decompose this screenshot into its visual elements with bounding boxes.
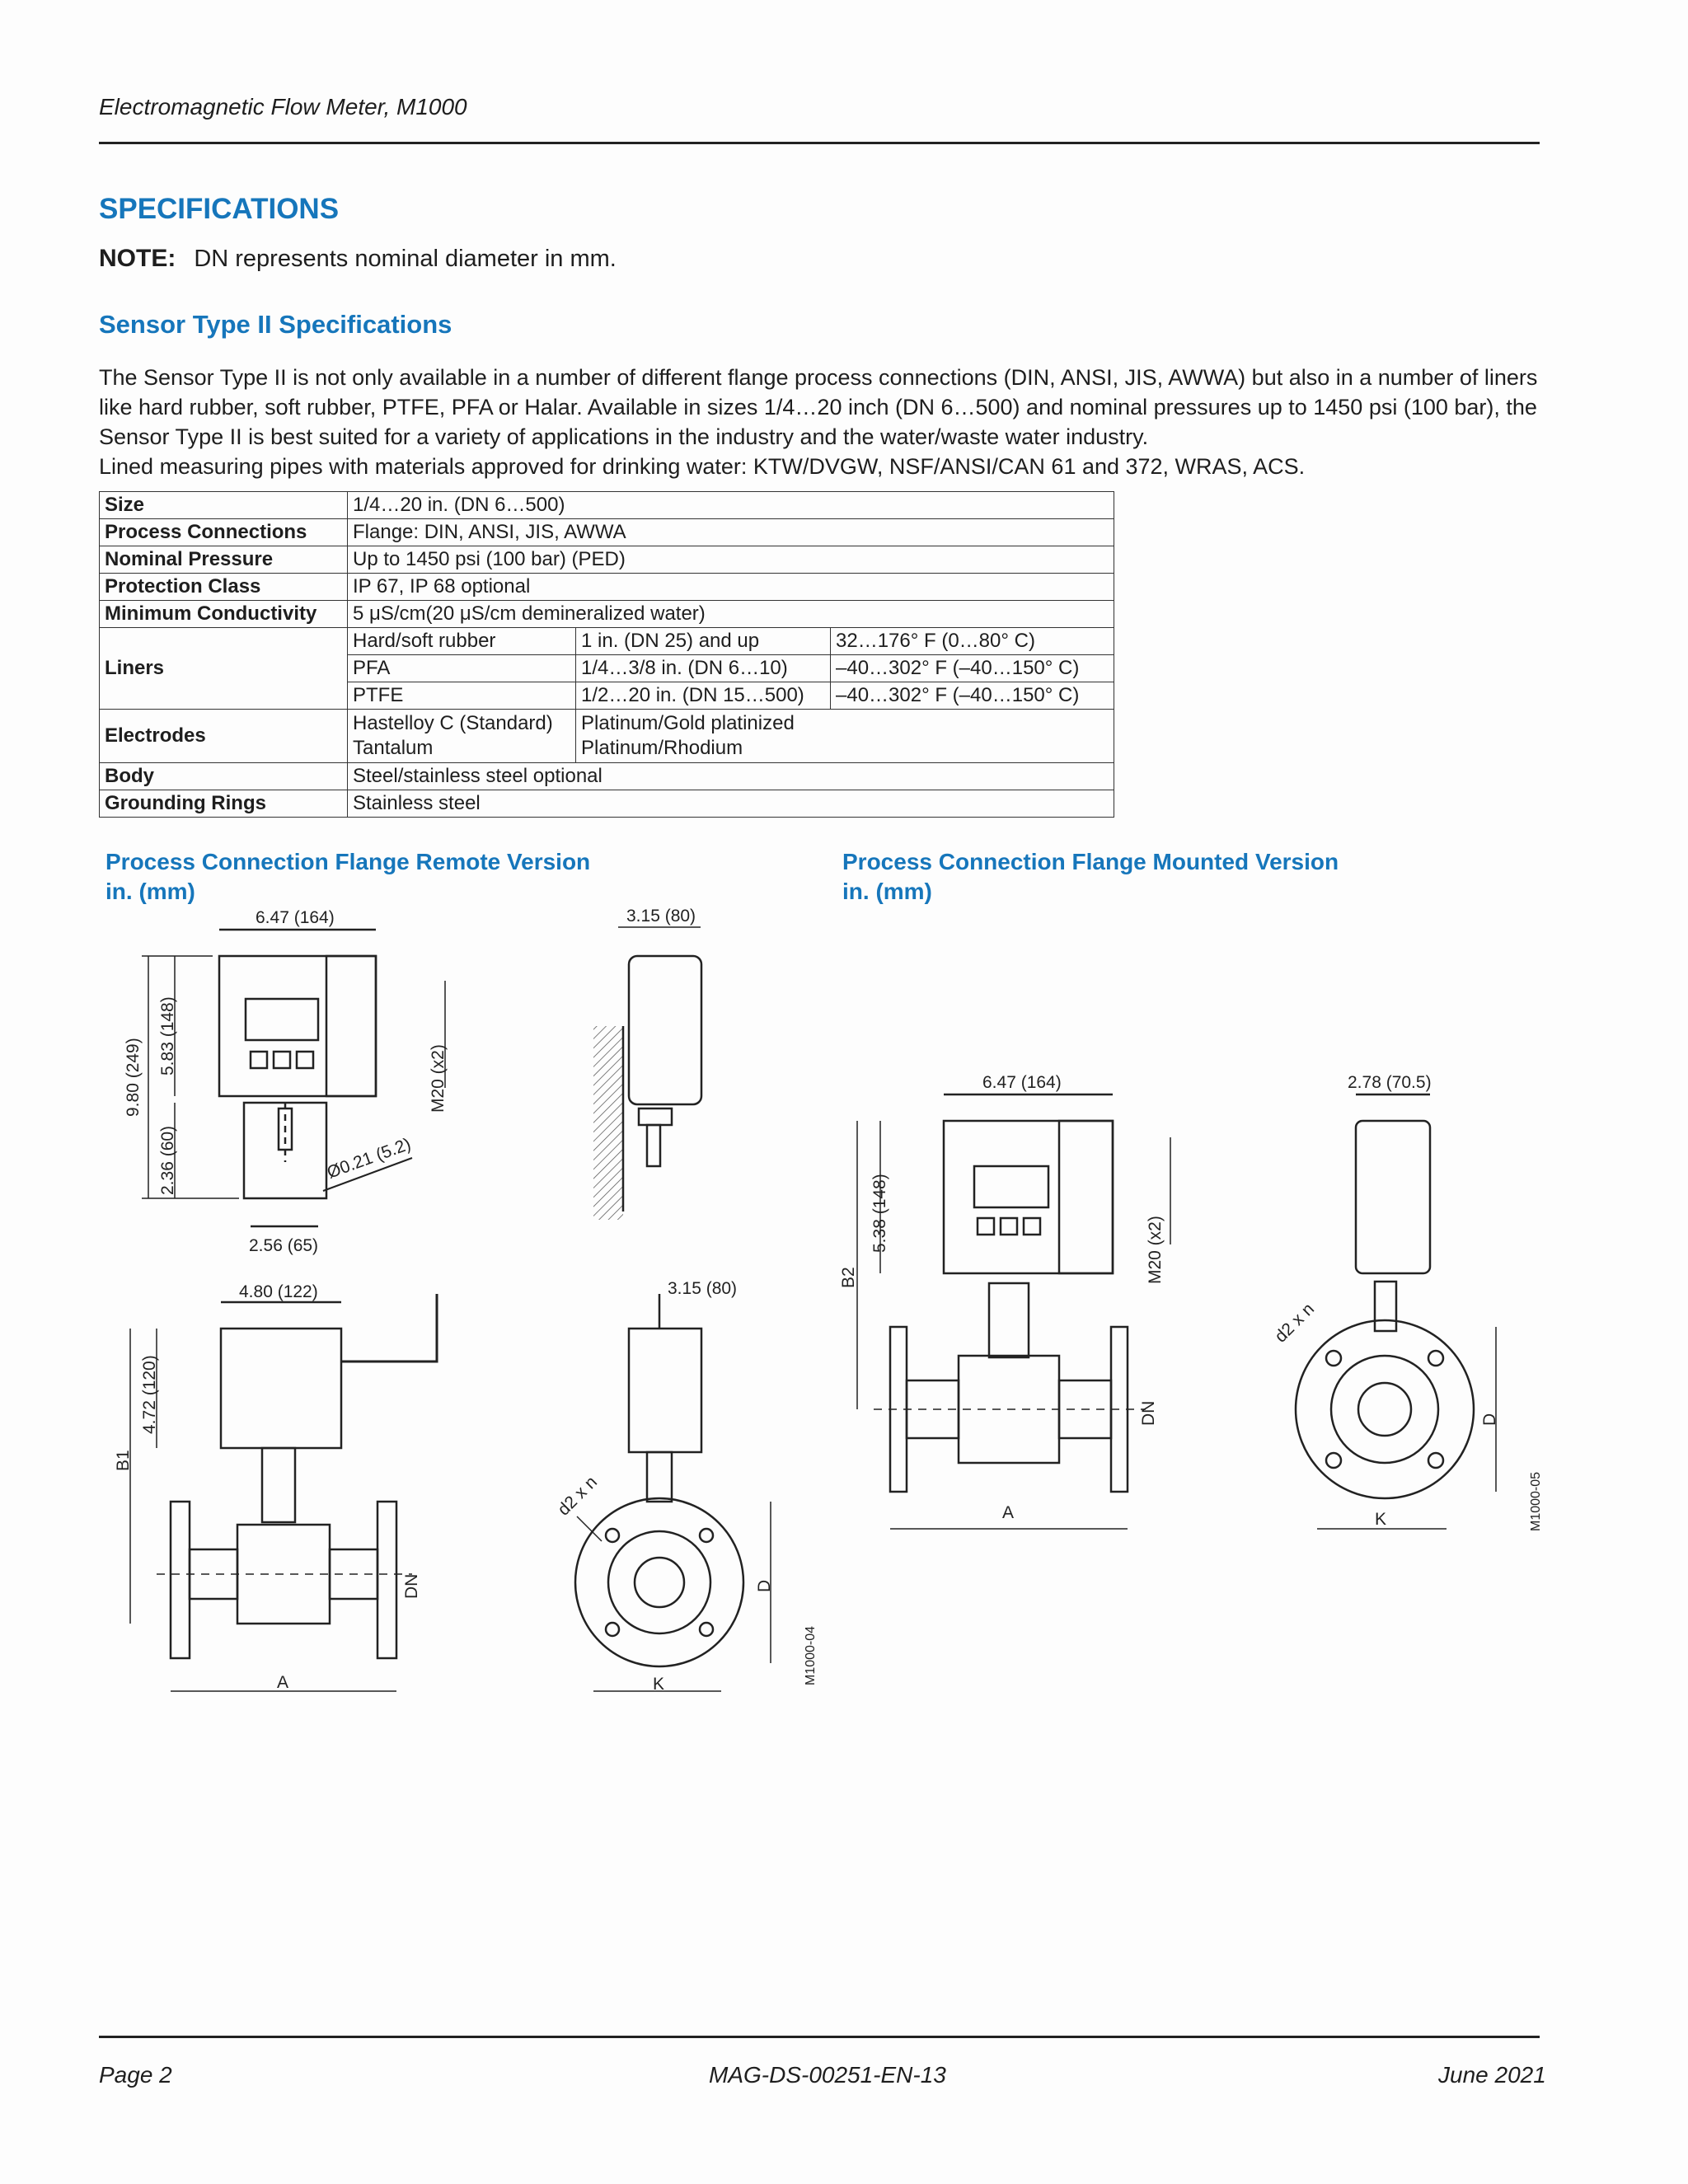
- dim-remote-k: K: [653, 1675, 665, 1694]
- mounted-caption-title: Process Connection Flange Mounted Version: [842, 849, 1339, 874]
- note-label: NOTE:: [99, 245, 176, 272]
- row-value: IP 67, IP 68 optional: [348, 574, 1114, 601]
- row-label: Body: [100, 763, 348, 790]
- row-label: Grounding Rings: [100, 790, 348, 818]
- liner-material: PTFE: [348, 682, 576, 710]
- remote-transmitter-side: [593, 927, 701, 1220]
- mounted-front: [857, 1094, 1170, 1529]
- intro-text-1: The Sensor Type II is not only available in a number of different flange process connections (DIN, ANSI, JIS, AWWA) but also in a number of liners like hard rubber, soft rubber, PTFE, PFA or Halar. Available in sizes 1/4…20 inch (DN 6…500) and nominal pressures up to 1450 psi (100 bar), the Sensor Type II is best suited for a variety of applications in the industry and the water/waste water industry.: [99, 365, 1538, 449]
- note-text: DN represents nominal diameter in mm.: [194, 246, 617, 272]
- dim-remote-hole: Ø0.21 (5.2): [324, 1134, 414, 1183]
- electrode-platinum-rhodium: Platinum/Rhodium: [581, 737, 743, 759]
- row-value: Stainless steel: [348, 790, 1114, 818]
- dim-remote-dn: DN: [402, 1573, 421, 1599]
- section-title: SPECIFICATIONS: [99, 193, 340, 225]
- row-label: Protection Class: [100, 574, 348, 601]
- liner-temp: –40…302° F (–40…150° C): [831, 682, 1114, 710]
- remote-figure-id: M1000-04: [804, 1625, 818, 1685]
- mounted-figure-id: M1000-05: [1529, 1471, 1543, 1531]
- remote-sensor-front: [130, 1294, 437, 1691]
- dim-mounted-m20: M20 (x2): [1146, 1216, 1165, 1284]
- footer-page: Page 2: [99, 2062, 172, 2088]
- dim-mounted-width: 6.47 (164): [982, 1073, 1062, 1092]
- row-value: Steel/stainless steel optional: [348, 763, 1114, 790]
- footer-date: June 2021: [1438, 2062, 1546, 2088]
- row-label: Size: [100, 492, 348, 519]
- dim-mounted-dn: DN: [1139, 1400, 1158, 1426]
- row-value: 1/4…20 in. (DN 6…500): [348, 492, 1114, 519]
- liner-material: Hard/soft rubber: [348, 628, 576, 655]
- dim-remote-jbox-height: 4.72 (120): [140, 1355, 159, 1434]
- remote-caption-title: Process Connection Flange Remote Version: [106, 849, 591, 874]
- liner-size: 1/2…20 in. (DN 15…500): [576, 682, 831, 710]
- row-label: Electrodes: [100, 710, 348, 763]
- dim-remote-lower-height: 2.36 (60): [158, 1125, 177, 1195]
- electrode-platinum-gold: Platinum/Gold platinized: [581, 712, 795, 734]
- subsection-title: Sensor Type II Specifications: [99, 310, 452, 339]
- liner-temp: –40…302° F (–40…150° C): [831, 655, 1114, 682]
- dim-remote-width: 6.47 (164): [256, 908, 335, 927]
- remote-sensor-side: [575, 1294, 771, 1691]
- dim-remote-jbox-width: 4.80 (122): [239, 1282, 318, 1301]
- dim-mounted-box-height: 5.38 (148): [870, 1174, 889, 1253]
- dim-mounted-k: K: [1375, 1510, 1387, 1529]
- remote-caption-unit: in. (mm): [106, 879, 195, 904]
- row-label: Nominal Pressure: [100, 546, 348, 574]
- row-label: Liners: [100, 628, 348, 710]
- row-value: Up to 1450 psi (100 bar) (PED): [348, 546, 1114, 574]
- header-title: Electromagnetic Flow Meter, M1000: [99, 94, 467, 120]
- dim-mounted-b2: B2: [839, 1267, 858, 1288]
- dim-mounted-d2n: d2 x n: [1271, 1299, 1318, 1347]
- dim-remote-a: A: [277, 1673, 289, 1692]
- mounted-caption-unit: in. (mm): [842, 879, 932, 904]
- dim-remote-side: 3.15 (80): [626, 907, 696, 926]
- liner-size: 1/4…3/8 in. (DN 6…10): [576, 655, 831, 682]
- row-value: Flange: DIN, ANSI, JIS, AWWA: [348, 519, 1114, 546]
- dim-remote-base: 2.56 (65): [249, 1236, 319, 1255]
- dim-mounted-d: D: [1480, 1413, 1499, 1426]
- liner-size: 1 in. (DN 25) and up: [576, 628, 831, 655]
- electrode-tantalum: Tantalum: [353, 737, 434, 759]
- footer-doc-id: MAG-DS-00251-EN-13: [709, 2062, 946, 2088]
- dim-remote-m20: M20 (x2): [429, 1044, 448, 1113]
- row-label: Process Connections: [100, 519, 348, 546]
- liner-temp: 32…176° F (0…80° C): [831, 628, 1114, 655]
- dim-remote-d2n: d2 x n: [554, 1472, 601, 1520]
- dim-mounted-a: A: [1002, 1503, 1015, 1522]
- electrode-hastelloy: Hastelloy C (Standard): [353, 712, 553, 734]
- mounted-side: [1296, 1094, 1496, 1529]
- dim-mounted-side: 2.78 (70.5): [1348, 1073, 1432, 1092]
- dim-remote-box-height: 5.83 (148): [158, 996, 177, 1076]
- footer-rule: [99, 2036, 1540, 2038]
- dim-remote-b1: B1: [114, 1450, 133, 1471]
- liner-material: PFA: [348, 655, 576, 682]
- dim-remote-d: D: [755, 1579, 774, 1592]
- row-value: 5 μS/cm(20 μS/cm demineralized water): [348, 601, 1114, 628]
- row-label: Minimum Conductivity: [100, 601, 348, 628]
- dim-remote-side2: 3.15 (80): [668, 1279, 738, 1298]
- intro-text-2: Lined measuring pipes with materials approved for drinking water: KTW/DVGW, NSF/ANSI/CAN 61 and 372, WRAS, ACS.: [99, 454, 1306, 479]
- dim-remote-total-height: 9.80 (249): [124, 1038, 143, 1117]
